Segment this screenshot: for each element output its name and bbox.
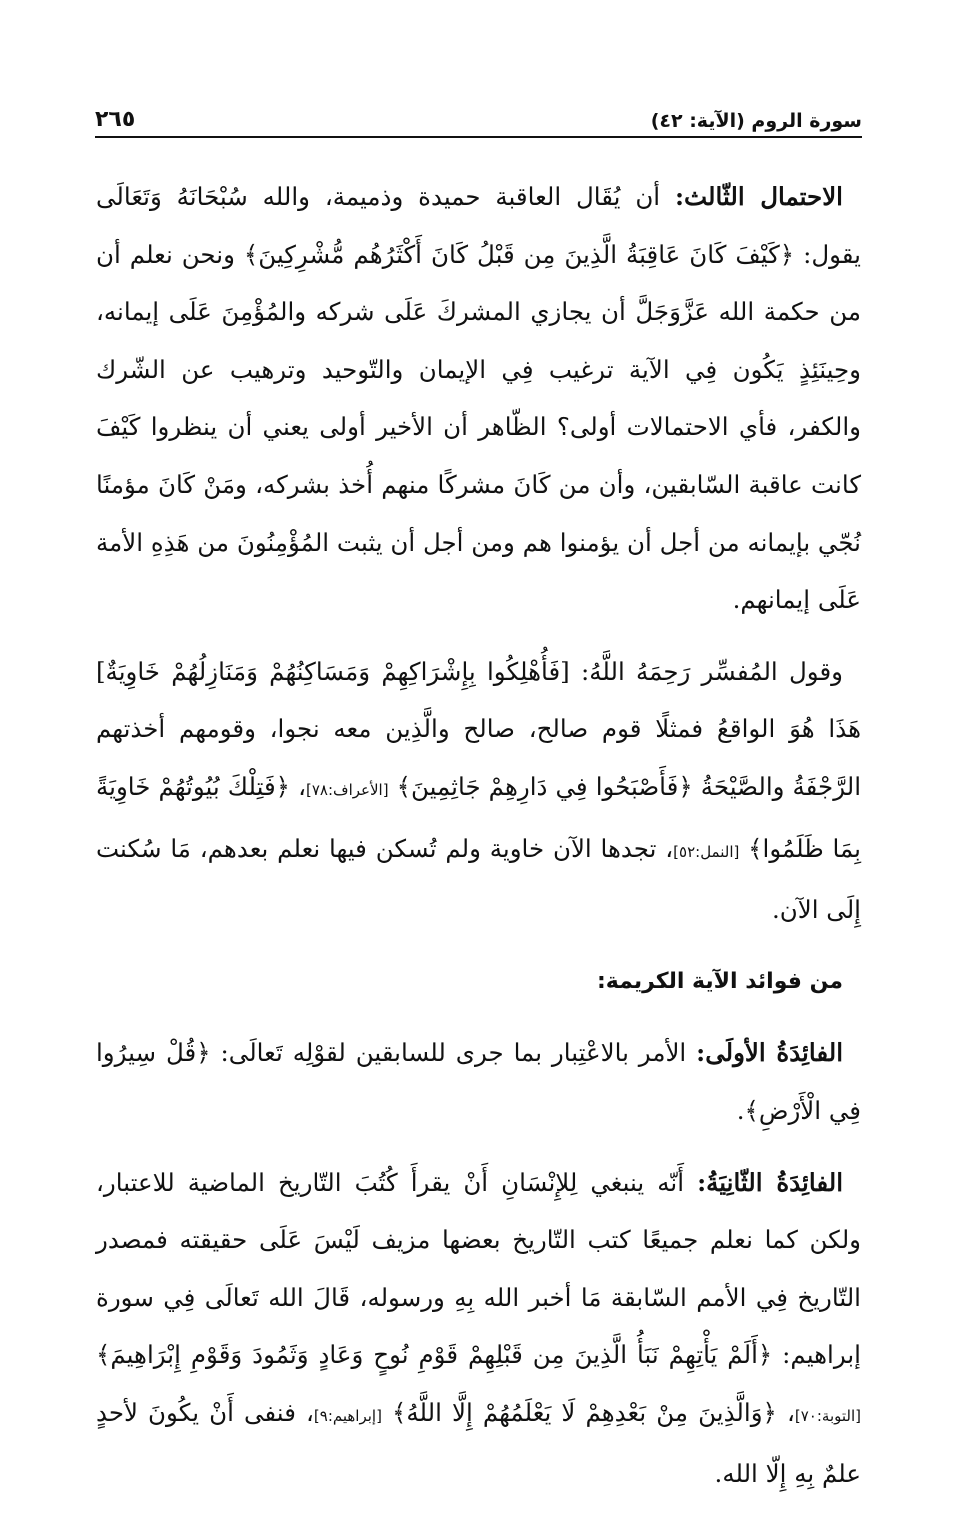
page-content: [96, 168, 861, 1517]
section-title: من فوائد الآية الكريمة:: [596, 968, 843, 994]
quran-reference: [التوبة:٧٠]: [794, 1406, 861, 1425]
paragraph-text: أن يُقَال العاقبة حميدة وذميمة، والله سُبْحَانَهُ وَتَعَالَى يقول: ﴿كَيْفَ كَانَ عَاقِبَةُ الَّذِينَ مِن قَبْلُ كَانَ أَكْثَرُهُم مُّشْرِكِينَ﴾ ونحن نعلم أن من حكمة الله عَزَّوَجَلَّ أن يجازي المشركَ عَلَى شركه والمُؤْمِنَ عَلَى إيمانه، وحِينَئِذٍ يَكُون فِي الآية ترغيب فِي الإيمان والتّوحيد وترهيب عن الشّرك والكفر، فأي الاحتمالات أولى؟ الظّاهر أن الأخير أولى يعني أن ينظروا كَيْفَ كانت عاقبة السّابقين، وأن من كَانَ مشركًا منهم أُخذ بشركه، ومَنْ كَانَ مؤمنًا نُجّي بإيمانه من أجل أن يؤمنوا هم ومن أجل أن يثبت المُؤْمِنُونَ من هَذِهِ الأمة عَلَى إيمانهم.: [96, 182, 861, 615]
surah-title: سورة الروم (الآية: ٤٢): [650, 110, 862, 132]
paragraph-text: ، ﴿وَالَّذِينَ مِنْ بَعْدِهِمْ لَا يَعْلَمُهُمْ إِلَّا اللَّهُ﴾: [381, 1397, 795, 1427]
paragraph-lead: الاحتمال الثّالث:: [674, 182, 843, 211]
quran-reference: [الأعراف:٧٨]: [306, 780, 389, 799]
quran-reference: [إبراهيم:٩]: [313, 1406, 382, 1425]
paragraph-text: أَنّه ينبغي لِلإِنْسَانِ أَنْ يقرأَ كُتُبَ التّاريخ الماضية للاعتبار، ولكن كما نعلم جميعًا كتب التّاريخ بعضها مزيف لَيْسَ عَلَى حقيقته فمصدر التّاريخ فِي الأمم السّابقة مَا أخبر الله بِهِ ورسوله، قَالَ الله تَعالَى فِي سورة إبراهيم: ﴿أَلَمْ يَأْتِهِمْ نَبَأُ الَّذِينَ مِن قَبْلِهِمْ قَوْمِ نُوحٍ وَعَادٍ وَثَمُودَ وَقَوْمِ إِبْرَاهِيمَ﴾: [96, 1167, 861, 1370]
paragraph-text: ، ﴿فَتِلْكَ بُيُوتُهُمْ خَاوِيَةً بِمَا ظَلَمُوا﴾: [96, 771, 862, 863]
paragraph-text: وقول المُفسِّر رَحِمَهُ اللَّهُ: [فَأُهْلِكُوا بِإِشْرَاكِهِمْ وَمَسَاكِنُهُمْ وَمَنَازِلُهُمْ خَاوِيَةٌ] هَذَا هُوَ الواقعُ فمثلًا قوم صالح، صالح والَّذِين معه نجوا، وقومهم أخذتهم الرَّجْفَةُ والصَّيْحَةُ ﴿فَأَصْبَحُوا فِي دَارِهِمْ جَاثِمِينَ﴾: [96, 656, 861, 801]
paragraph-first-benefit: [96, 1024, 861, 1139]
paragraph-lead: الفائِدَةُ الأولَى:: [696, 1038, 844, 1068]
paragraph-text: ، فنفى أَنْ يكُونَ لأحدٍ علمٌ بِهِ إِلّا الله.: [96, 1397, 861, 1489]
page-header: [95, 92, 862, 138]
paragraph-mufassir: [96, 643, 861, 939]
paragraph-third-possibility: [96, 168, 861, 629]
paragraph-text: الأمر بالاعْتِبار بما جرى للسابقين لقوْلِه تَعالَى: ﴿قُلْ سِيرُوا فِي الْأَرْضِ﴾.: [96, 1038, 861, 1125]
paragraph-second-benefit: [96, 1154, 861, 1504]
paragraph-lead: الفائِدَةُ الثّانِيَةُ:: [697, 1167, 843, 1197]
paragraph-text: ، تجدها الآن خاوية ولم تُسكن فيها نعلم بعدهم، مَا سُكنت إِلَى الآن.: [96, 833, 861, 925]
page-number: ٢٦٥: [95, 107, 136, 132]
quran-reference: [النمل:٥٢]: [673, 842, 740, 861]
